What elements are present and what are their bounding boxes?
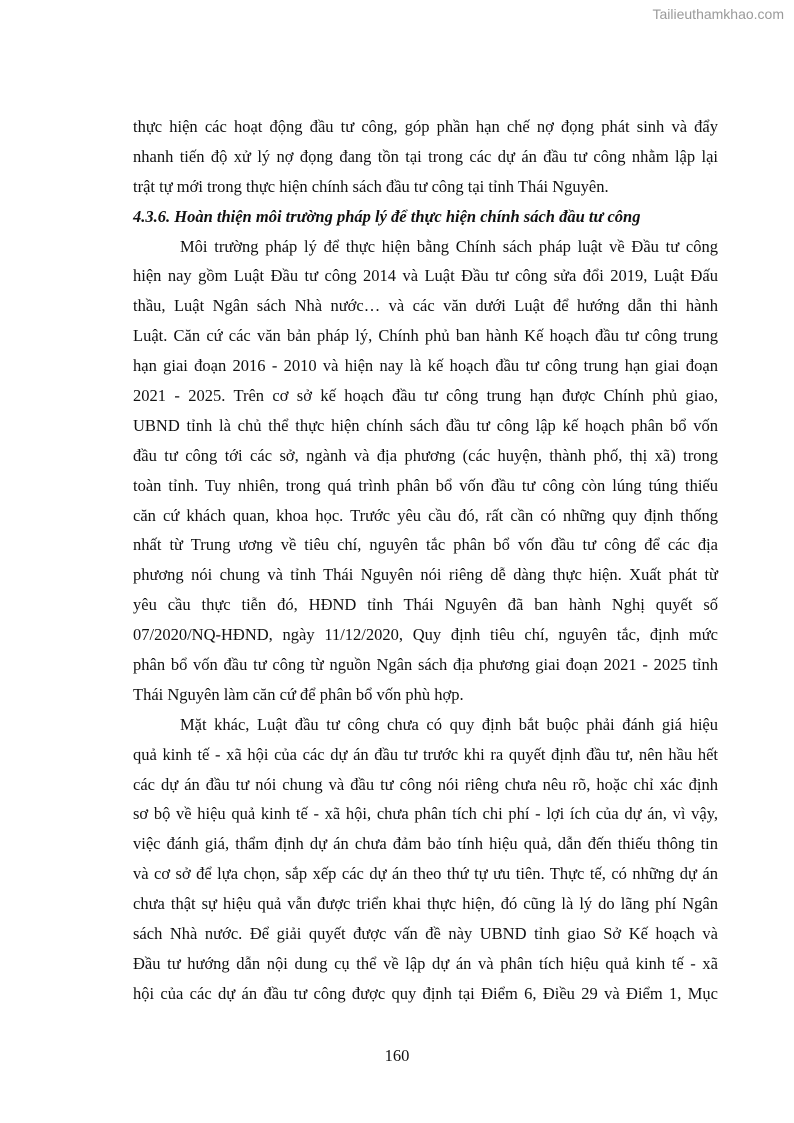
text-line: Đầu tư hướng dẫn nội dung cụ thể về lập dự án và phân tích hiệu quả kinh tế - xã [133,953,718,973]
text-line: 2021 - 2025. Trên cơ sở kế hoạch đầu tư công trung hạn được Chính phủ giao, [133,386,718,406]
text-line: trật tự mới trong thực hiện chính sách đầu tư công tại tỉnh Thái Nguyên. [133,176,609,196]
text-line: và cơ sở để lựa chọn, sắp xếp các dự án theo thứ tự ưu tiên. Thực tế, có những dự án [133,864,718,884]
text-line: sơ bộ về hiệu quả kinh tế - xã hội, chưa phân tích chi phí - lợi ích của dự án, vì vậy, [133,804,718,824]
text-line: việc đánh giá, thẩm định dự án chưa đảm bảo tính hiệu quả, dẫn đến thiếu thông tin [133,834,718,854]
text-line: Môi trường pháp lý để thực hiện bằng Chính sách pháp luật về Đầu tư công [180,236,718,256]
text-line: phân bổ vốn đầu tư công từ nguồn Ngân sách địa phương giai đoạn 2021 - 2025 tỉnh [133,655,718,675]
text-line: hạn giai đoạn 2016 - 2010 và hiện nay là kế hoạch đầu tư công trung hạn giai đoạn [133,356,718,376]
text-line: Thái Nguyên làm căn cứ để phân bổ vốn phù hợp. [133,684,464,704]
document-body [133,112,718,1009]
text-line: 07/2020/NQ-HĐND, ngày 11/12/2020, Quy định tiêu chí, nguyên tắc, định mức [133,625,718,645]
text-line: hội của các dự án đầu tư công được quy định tại Điểm 6, Điều 29 và Điểm 1, Mục [133,983,718,1003]
text-line: thực hiện các hoạt động đầu tư công, góp phần hạn chế nợ đọng phát sinh và đẩy [133,117,718,136]
text-line: nhanh tiến độ xử lý nợ đọng đang tồn tại trong các dự án đầu tư công nhằm lập lại [133,146,718,166]
text-line: căn cứ khách quan, khoa học. Trước yêu cầu đó, rất cần có những quy định thống [133,505,718,525]
text-line: yêu cầu thực tiễn đó, HĐND tỉnh Thái Nguyên đã ban hành Nghị quyết số [133,595,718,615]
text-line: toàn tỉnh. Tuy nhiên, trong quá trình phân bổ vốn đầu tư công còn lúng túng thiếu [133,475,718,495]
text-line: chưa thật sự hiệu quả vẫn được triển khai thực hiện, đó cũng là lý do lãng phí Ngân [133,894,718,914]
text-line: UBND tỉnh là chủ thể thực hiện chính sách đầu tư công lập kế hoạch phân bổ vốn [133,415,718,435]
section-heading: 4.3.6. Hoàn thiện môi trường pháp lý để thực hiện chính sách đầu tư công [133,206,641,226]
text-line: nhất từ Trung ương về tiêu chí, nguyên tắc phân bổ vốn đầu tư công để các địa [133,535,718,555]
text-line: Luật. Căn cứ các văn bản pháp lý, Chính phủ ban hành Kế hoạch đầu tư công trung [133,326,718,346]
text-line: hiện nay gồm Luật Đầu tư công 2014 và Luật Đầu tư công sửa đổi 2019, Luật Đấu [133,266,718,286]
text-line: các dự án đầu tư nói chung và đầu tư công nói riêng chưa nêu rõ, hoặc chỉ xác định [133,774,718,794]
text-line: thầu, Luật Ngân sách Nhà nước… và các văn dưới Luật để hướng dẫn thi hành [133,296,718,316]
text-line: Mặt khác, Luật đầu tư công chưa có quy định bắt buộc phải đánh giá hiệu [180,714,718,734]
page-number: 160 [384,1046,410,1065]
text-line: quả kinh tế - xã hội của các dự án đầu tư trước khi ra quyết định đầu tư, nên hầu hết [133,744,718,764]
text-line: sách Nhà nước. Để giải quyết được vấn đề này UBND tỉnh giao Sở Kế hoạch và [133,924,718,944]
watermark: Tailieuthamkhao.com [652,6,784,22]
text-line: phương nói chung và tỉnh Thái Nguyên nói riêng dễ dàng thực hiện. Xuất phát từ [133,565,718,585]
text-line: đầu tư công tới các sở, ngành và địa phương (các huyện, thành phố, thị xã) trong [133,445,718,465]
